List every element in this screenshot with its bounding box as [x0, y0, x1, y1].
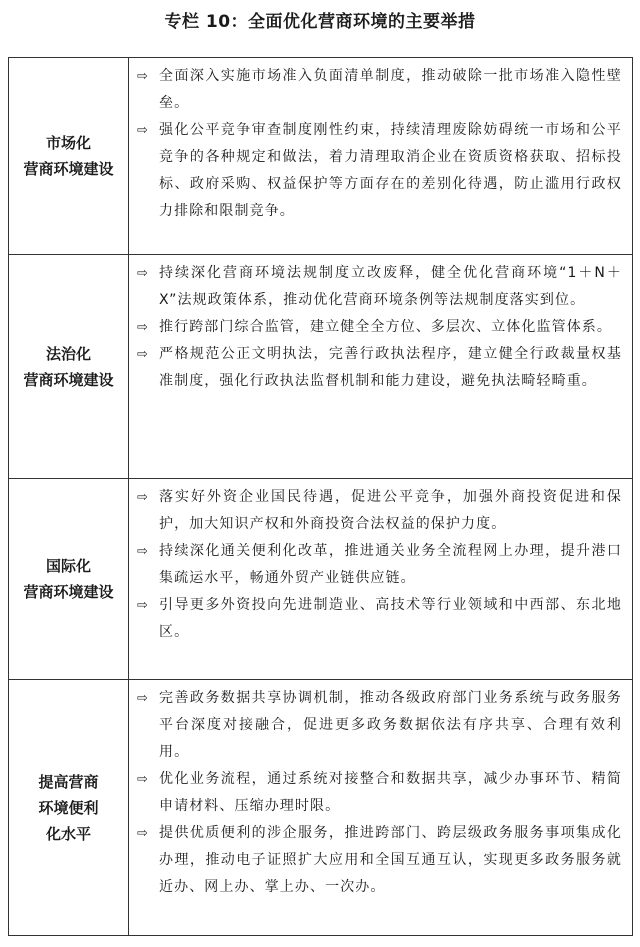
item-text: 持续深化营商环境法规制度立改废释，健全优化营商环境“1＋N＋X”法规政策体系，推动优化营商环境条例等法规制度落实到位。: [159, 265, 622, 308]
arrow-bullet-icon: ⇨: [137, 123, 148, 138]
item-text: 提供优质便利的涉企服务，推进跨部门、跨层级政务服务事项集成化办理，推动电子证照扩大应用和全国互通互认，实现更多政务服务就近办、网上办、掌上办、一次办。: [159, 825, 622, 895]
measures-cell: [129, 58, 633, 255]
category-line: 法治化: [45, 344, 91, 363]
category-cell: [9, 255, 129, 479]
item-text: 引导更多外资投向先进制造业、高技术等行业领域和中西部、东北地区。: [159, 597, 622, 640]
category-cell: [9, 479, 129, 680]
arrow-bullet-icon: ⇨: [137, 69, 148, 84]
measures-cell: [129, 479, 633, 680]
list-item: [137, 260, 622, 314]
measures-cell: [129, 680, 633, 936]
arrow-bullet-icon: ⇨: [137, 544, 148, 559]
arrow-bullet-icon: ⇨: [137, 320, 148, 335]
category-cell: [9, 680, 129, 936]
item-text: 持续深化通关便利化改革，推进通关业务全流程网上办理，提升港口集疏运水平，畅通外贸产业链供应链。: [159, 543, 622, 586]
item-text: 全面深入实施市场准入负面清单制度，推动破除一批市场准入隐性壁垒。: [159, 68, 622, 111]
arrow-bullet-icon: ⇨: [137, 772, 148, 787]
list-item: [137, 766, 622, 820]
item-text: 严格规范公正文明执法，完善行政执法程序，建立健全行政裁量权基准制度，强化行政执法监督机制和能力建设，避免执法畸轻畸重。: [159, 346, 622, 389]
arrow-bullet-icon: ⇨: [137, 347, 148, 362]
table-row-market: [9, 58, 633, 255]
category-line: 市场化: [45, 134, 91, 152]
category-line: 化水平: [45, 824, 91, 843]
measures-cell: [129, 255, 633, 479]
arrow-bullet-icon: ⇨: [137, 266, 148, 281]
category-cell: [9, 58, 129, 255]
item-text: 推行跨部门综合监管，建立健全全方位、多层次、立体化监管体系。: [159, 319, 612, 335]
arrow-bullet-icon: ⇨: [137, 598, 148, 613]
list-item: [137, 117, 622, 225]
category-line: 环境便利: [38, 798, 99, 817]
table-row-convenience: [9, 680, 633, 936]
arrow-bullet-icon: ⇨: [137, 826, 148, 841]
category-line: 营商环境建设: [23, 160, 114, 178]
list-item: [137, 314, 622, 341]
list-item: [137, 592, 622, 646]
list-item: [137, 63, 622, 117]
measures-table: [8, 57, 633, 936]
item-text: 落实好外资企业国民待遇，促进公平竞争，加强外商投资促进和保护，加大知识产权和外商投资合法权益的保护力度。: [159, 489, 622, 532]
category-line: 提高营商: [38, 772, 99, 791]
item-text: 强化公平竞争审查制度刚性约束，持续清理废除妨碍统一市场和公平竞争的各种规定和做法，着力清理取消企业在资质资格获取、招标投标、政府采购、权益保护等方面存在的差别化待遇，防止滥用行政权力排除和限制竞争。: [159, 122, 622, 219]
table-row-international: [9, 479, 633, 680]
table-row-legal: [9, 255, 633, 479]
list-item: [137, 484, 622, 538]
column-title: 专栏 10：全面优化营商环境的主要举措: [164, 12, 476, 32]
item-text: 优化业务流程，通过系统对接整合和数据共享，减少办事环节、精简申请材料、压缩办理时限。: [159, 771, 622, 814]
arrow-bullet-icon: ⇨: [137, 691, 148, 706]
list-item: [137, 341, 622, 395]
category-line: 营商环境建设: [23, 583, 114, 601]
list-item: [137, 538, 622, 592]
item-text: 完善政务数据共享协调机制，推动各级政府部门业务系统与政务服务平台深度对接融合，促进更多政务数据依法有序共享、合理有效利用。: [159, 690, 622, 760]
list-item: [137, 820, 622, 901]
list-item: [137, 685, 622, 766]
category-line: 营商环境建设: [23, 370, 114, 389]
arrow-bullet-icon: ⇨: [137, 490, 148, 505]
category-line: 国际化: [45, 557, 91, 575]
